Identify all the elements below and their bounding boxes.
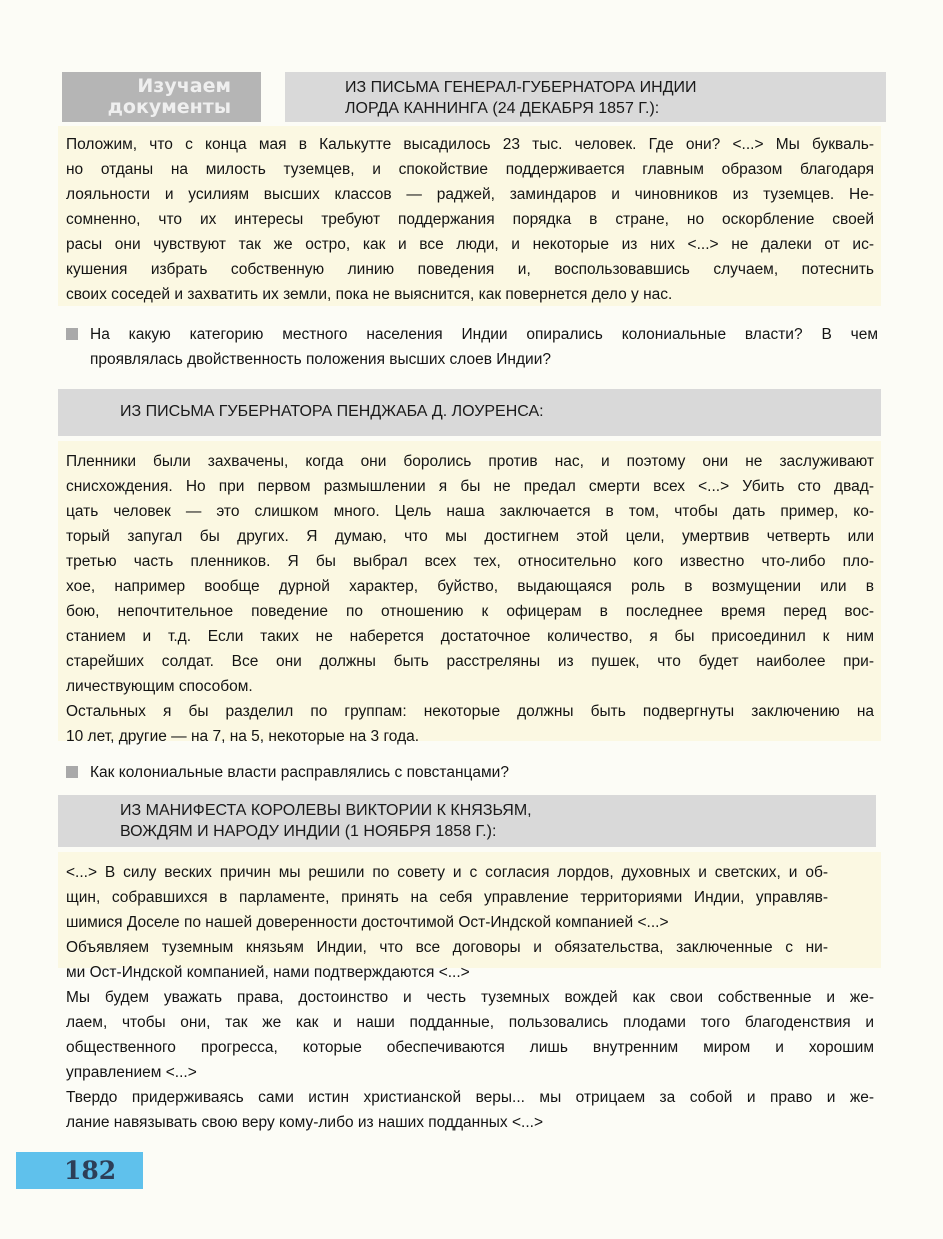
text-line: щин, собравшихся в парламенте, принять на себя управление территориями Индии, управляв- bbox=[66, 889, 828, 906]
text-line: станием и т.д. Если таких не наберется достаточное количество, я бы присоединил к ним bbox=[66, 628, 874, 645]
text-line: своих соседей и захватить их земли, пока не выяснится, как повернется дело у нас. bbox=[66, 286, 673, 303]
question-line: проявлялась двойственность положения высших слоев Индии? bbox=[90, 351, 551, 368]
text-line: Мы будем уважать права, достоинство и честь туземных вождей как свои собственные и же- bbox=[66, 989, 874, 1006]
text-line: 10 лет, другие — на 7, на 5, некоторые на 3 года. bbox=[66, 728, 420, 745]
document-2-title bbox=[58, 389, 881, 436]
question-line: На какую категорию местного населения Индии опирались колониальные власти? В чем bbox=[90, 326, 878, 343]
page-number: 182 bbox=[16, 1152, 143, 1189]
text-line: хое, например вообще дурной характер, буйство, выдающаяся роль в возмущении или в bbox=[66, 578, 874, 595]
question-marker-icon bbox=[66, 328, 78, 340]
document-2-question bbox=[66, 760, 878, 785]
text-line: Твердо придерживаясь сами истин христианской веры... мы отрицаем за собой и право и же- bbox=[66, 1089, 874, 1106]
document-2-text bbox=[66, 449, 874, 749]
text-line: шимися Доселе по нашей доверенности досточтимой Ост-Индской компанией <...> bbox=[66, 914, 669, 931]
text-line: Пленники были захвачены, когда они боролись против нас, и поэтому они не заслуживают bbox=[66, 453, 874, 470]
title-line: ИЗ ПИСЬМА ГЕНЕРАЛ-ГУБЕРНАТОРА ИНДИИ bbox=[345, 79, 697, 96]
section-tag-line: документы bbox=[107, 96, 231, 118]
text-line: цать человек — это слишком много. Цель наша заключается в том, чтобы дать пример, ко- bbox=[66, 503, 874, 520]
document-1-question bbox=[66, 322, 878, 372]
text-line: личествующим способом. bbox=[66, 678, 253, 695]
text-line: лание навязывать свою веру кому-либо из наших подданных <...> bbox=[66, 1114, 544, 1131]
document-1-text bbox=[66, 132, 874, 307]
text-line: <...> В силу веских причин мы решили по совету и с согласия лордов, духовных и светских, и об- bbox=[66, 864, 828, 881]
text-line: торый запугал бы других. Я думаю, что мы достигнем этой цели, умертвив четверть или bbox=[66, 528, 874, 545]
question-marker-icon bbox=[66, 766, 78, 778]
text-line: лояльности и усилиям высших классов — раджей, заминдаров и чиновников из туземцев. Не- bbox=[66, 186, 874, 203]
text-line: бою, непочтительное поведение по отношению к офицерам в последнее время перед вос- bbox=[66, 603, 874, 620]
document-3-text-a bbox=[66, 860, 828, 985]
text-line: снисхождения. Но при первом размышлении я бы не предал смерти всех <...> Убить сто двад- bbox=[66, 478, 874, 495]
document-3-text-b bbox=[66, 985, 874, 1135]
text-line: Объявляем туземным князьям Индии, что все договоры и обязательства, заключенные с ни- bbox=[66, 939, 828, 956]
title-line: ЛОРДА КАННИНГА (24 ДЕКАБРЯ 1857 Г.): bbox=[345, 100, 660, 117]
question-line: Как колониальные власти расправлялись с повстанцами? bbox=[90, 764, 509, 781]
text-line: сомненно, что их интересы требуют поддержания порядка в стране, но оскорбление своей bbox=[66, 211, 874, 228]
text-line: старейших солдат. Все они должны быть расстреляны из пушек, что будет наиболее при- bbox=[66, 653, 874, 670]
text-line: кушения избрать собственную линию поведения и, воспользовавшись случаем, потеснить bbox=[66, 261, 874, 278]
text-line: Остальных я бы разделил по группам: некоторые должны быть подвергнуты заключению на bbox=[66, 703, 874, 720]
document-3-title bbox=[58, 795, 876, 847]
text-line: лаем, чтобы они, так же как и наши подданные, пользовались плодами того благоденствия и bbox=[66, 1014, 874, 1031]
title-line: ИЗ ПИСЬМА ГУБЕРНАТОРА ПЕНДЖАБА Д. ЛОУРЕНСА: bbox=[120, 403, 544, 420]
text-line: ми Ост-Индской компанией, нами подтверждаются <...> bbox=[66, 964, 470, 981]
text-line: общественного прогресса, которые обеспечиваются лишь внутренним миром и хорошим bbox=[66, 1039, 874, 1056]
title-line: ВОЖДЯМ И НАРОДУ ИНДИИ (1 НОЯБРЯ 1858 Г.): bbox=[120, 823, 497, 840]
text-line: управлением <...> bbox=[66, 1064, 197, 1081]
text-line: расы они чувствуют так же остро, как и все люди, и некоторые из них <...> не далеки от ис- bbox=[66, 236, 874, 253]
document-1-title bbox=[285, 72, 886, 122]
section-tag-line: Изучаем bbox=[137, 75, 231, 97]
title-line: ИЗ МАНИФЕСТА КОРОЛЕВЫ ВИКТОРИИ К КНЯЗЬЯМ, bbox=[120, 802, 532, 819]
text-line: но отданы на милость туземцев, и спокойствие поддерживается главным образом благодаря bbox=[66, 161, 874, 178]
text-line: третью часть пленников. Я бы выбрал всех тех, относительно кого известно что-либо пло- bbox=[66, 553, 874, 570]
text-line: Положим, что с конца мая в Калькутте высадилось 23 тыс. человек. Где они? <...> Мы букваль- bbox=[66, 136, 874, 153]
section-tag bbox=[62, 72, 261, 122]
